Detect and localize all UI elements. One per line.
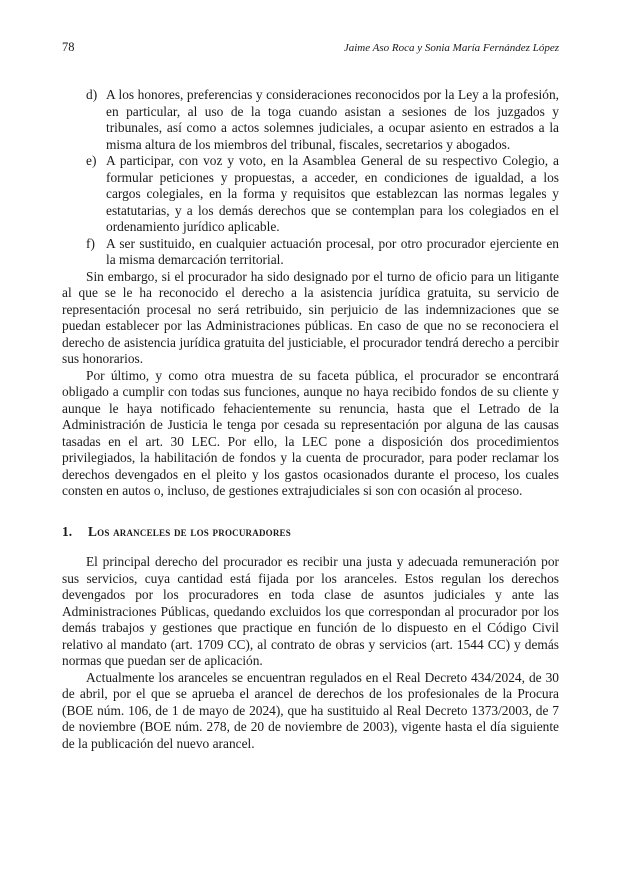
page-number: 78 [62,40,75,54]
section-heading [62,524,559,541]
list-marker: e) [86,153,97,168]
running-header [62,40,559,55]
list-item-text: A participar, con voz y voto, en la Asamblea General de su respectivo Colegio, a formular peticiones y propuestas, a acceder, en condiciones de igualdad, a los cargos colegiales, en la forma y requisitos que establezcan las normas legales y estatutarias, y a los demás derechos que se contemplan para los colegiados en el ordenamiento jurídico aplicable. [106,153,559,234]
list-marker: f) [86,235,95,251]
list-item [86,236,559,269]
list-item [86,87,559,153]
paragraph: Actualmente los aranceles se encuentran regulados en el Real Decreto 434/2024, de 30 de abril, por el que se aprueba el arancel de derechos de los profesionales de la Procura (BOE núm. 106, de 1 de mayo de 2024), que ha sustituido al Real Decreto 1373/2003, de 7 de noviembre (BOE núm. 278, de 20 de noviembre de 2003), vigente hasta el día siguiente de la publicación del nuevo arancel. [62,669,559,751]
page [62,40,559,752]
paragraph: Sin embargo, si el procurador ha sido designado por el turno de oficio para un litigante al que se le ha reconocido el derecho a la asistencia jurídica gratuita, su servicio de representación procesal no será retribuido, sin perjuicio de las indemnizaciones que se puedan establecer por las Administraciones públicas. En caso de que no se reconociera el derecho de asistencia jurídica gratuita del justiciable, el procurador tendrá derecho a percibir sus honorarios. [62,268,559,366]
section-number: 1. [62,523,73,539]
paragraph: El principal derecho del procurador es recibir una justa y adecuada remuneración por sus servicios, cuya cantidad está fijada por los aranceles. Estos regulan los derechos devengados por los procuradores en toda clase de asuntos judiciales y ante las Administraciones Públicas, quedando excluidos los que correspondan al procurador por los demás trabajos y gestiones que practique en función de lo dispuesto en el Código Civil relativo al mandato (art. 1709 CC), al contrato de obras y servicios (art. 1544 CC) y demás normas que puedan ser de aplicación. [62,554,559,668]
list-item [86,153,559,236]
paragraph: Por último, y como otra muestra de su faceta pública, el procurador se encontrará obligado a cumplir con todas sus funciones, aunque no haya recibido fondos de su cliente y aunque le haya notificado fehacientemente su renuncia, hasta que el Letrado de la Administración de Justicia le tenga por cesada su representación por alguna de las causas tasadas en el art. 30 LEC. Por ello, la LEC pone a disposición dos procedimientos privilegiados, la habilitación de fondos y la cuenta de procurador, para poder reclamar los derechos devengados en el pleito y los gastos ocasionados durante el proceso, los cuales consten en autos o, incluso, de gestiones extrajudiciales si son con ocasión al proceso. [62,367,559,498]
running-head-authors: Jaime Aso Roca y Sonia María Fernández López [343,42,559,54]
body-text [62,87,559,752]
section-title: Los aranceles de los procuradores [88,523,291,539]
list-item-text: A ser sustituido, en cualquier actuación procesal, por otro procurador ejerciente en la misma demarcación territorial. [106,235,559,267]
list-marker: d) [86,87,98,102]
list-item-text: A los honores, preferencias y consideraciones reconocidos por la Ley a la profesión, en particular, al uso de la toga cuando asistan a sesiones de los juzgados y tribunales, así como a actos solemnes judiciales, a ocupar asiento en estrados a la misma altura de los miembros del tribunal, fiscales, secretarios y abogados. [106,87,559,152]
